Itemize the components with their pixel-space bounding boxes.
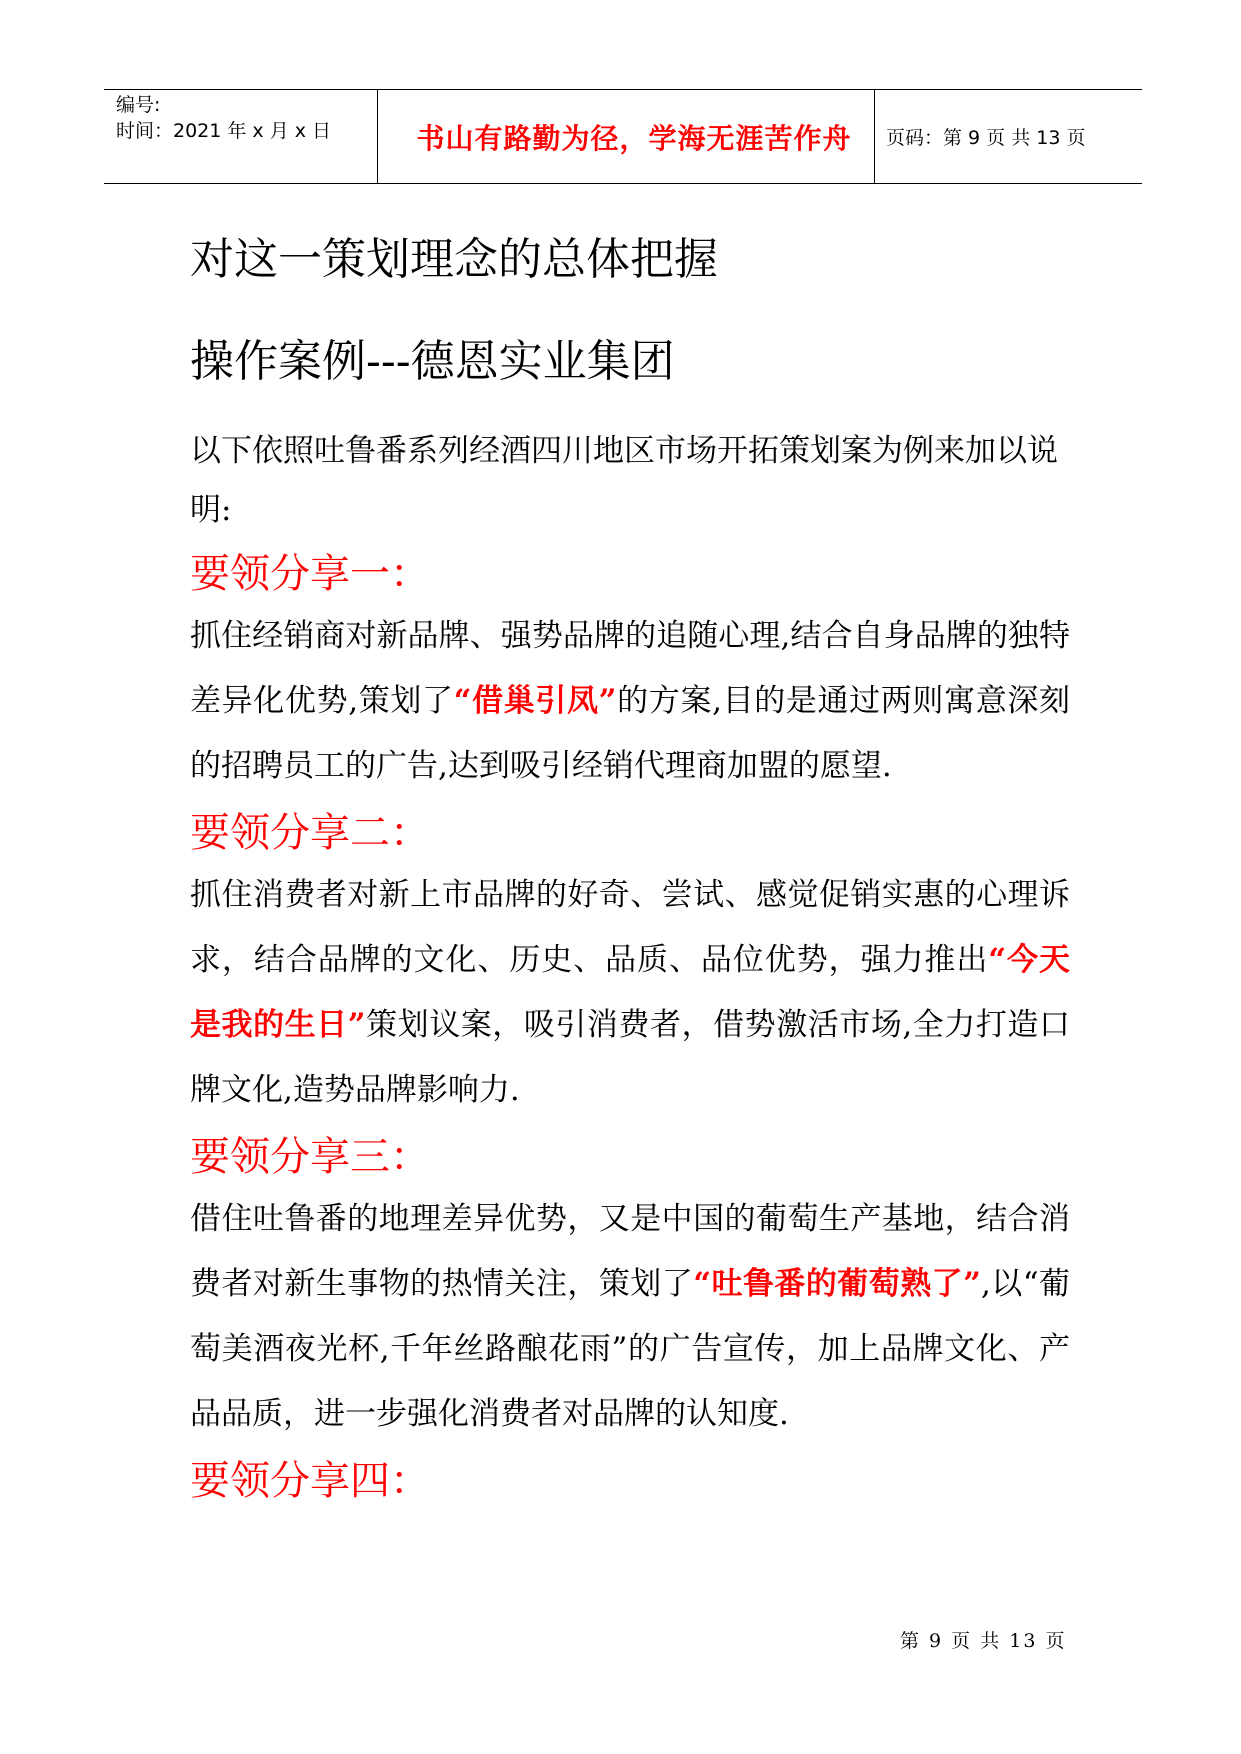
key-point-heading-1: 要领分享一： (190, 551, 430, 597)
paragraph-text: 的方案,目的是通过两则寓意深刻的招聘员工的广告,达到吸引经销代理商加盟的愿望. (190, 683, 1070, 784)
highlight-text: “吐鲁番的葡萄熟了” (693, 1266, 981, 1302)
paragraph-text: ,以“葡萄美酒夜光杯,千年丝路酿花雨”的广告宣传，加上品牌文化、产品品质，进一步强化消费者对品牌的认知度. (190, 1266, 1071, 1432)
key-point-heading-3: 要领分享三： (190, 1134, 430, 1180)
paragraph-text: 抓住经销商对新品牌、强势品牌的追随心理,结合自身品牌的独特差异化优势,策划了 (190, 618, 1070, 719)
highlight-text: “借巢引凤” (453, 683, 617, 719)
header-motto: 书山有路勤为径，学海无涯苦作舟 (416, 121, 852, 155)
document-body (190, 230, 1070, 1511)
section-title: 对这一策划理念的总体把握 (190, 234, 718, 285)
key-point-paragraph-2 (190, 863, 1070, 1123)
intro-paragraph: 以下依照吐鲁番系列经酒四川地区市场开拓策划案为例来加以说明: (190, 433, 1058, 528)
key-point-paragraph-1 (190, 604, 1070, 799)
paragraph-text: 借住吐鲁番的地理差异优势，又是中国的葡萄生产基地，结合消费者对新生事物的热情关注，策划了 (190, 1201, 1070, 1302)
document-number-label: 编号: (116, 94, 161, 116)
paragraph-text: 抓住消费者对新上市品牌的好奇、尝试、感觉促销实惠的心理诉求，结合品牌的文化、历史、品质、品位优势，强力推出 (190, 877, 1070, 978)
key-point-heading-4: 要领分享四： (190, 1458, 430, 1504)
page-header (104, 89, 1142, 184)
page-footer: 第 9 页 共 13 页 (900, 1630, 1067, 1652)
header-page-info: 页码：第 9 页 共 13 页 (886, 127, 1086, 149)
document-time: 时间：2021 年 x 月 x 日 (116, 120, 332, 142)
header-divider (377, 90, 378, 183)
highlight-text: “今天是我的生日” (190, 942, 1070, 1043)
section-subtitle: 操作案例---德恩实业集团 (190, 336, 675, 387)
key-point-paragraph-3 (190, 1187, 1070, 1447)
paragraph-text: 策划议案，吸引消费者，借势激活市场,全力打造口牌文化,造势品牌影响力. (190, 1007, 1070, 1108)
header-meta (116, 90, 366, 183)
key-point-heading-2: 要领分享二： (190, 810, 430, 856)
